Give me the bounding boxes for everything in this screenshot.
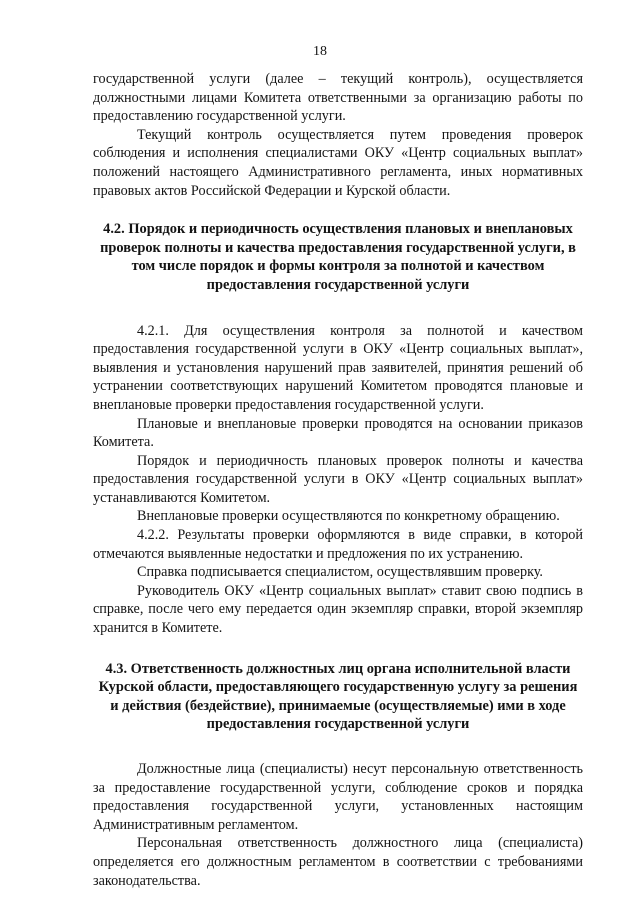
page-number: 18 — [313, 44, 327, 59]
section-heading-4-3: 4.3. Ответственность должностных лиц органа исполнительной власти Курской области, предоставляющего государственную услугу за решения и действия (бездействие), принимаемые (осуществляемые) ими в ходе предоставления государственной услуги — [98, 660, 578, 733]
paragraph: Порядок и периодичность плановых проверок полноты и качества предоставления государственной услуги в ОКУ «Центр социальных выплат» устанавливаются Комитетом. — [93, 452, 583, 506]
paragraph: Персональная ответственность должностного лица (специалиста) определяется его должностным регламентом в соответствии с требованиями законодательства. — [93, 835, 583, 889]
document-body — [93, 70, 583, 890]
paragraph: Плановые и внеплановые проверки проводятся на основании приказов Комитета. — [93, 415, 583, 451]
paragraph: Внеплановые проверки осуществляются по конкретному обращению. — [137, 508, 560, 525]
section-heading-4-2: 4.2. Порядок и периодичность осуществления плановых и внеплановых проверок полноты и качества предоставления государственной услуги, в том числе порядок и формы контроля за полнотой и качеством предоставления государственной услуги — [100, 221, 576, 293]
paragraph: Руководитель ОКУ «Центр социальных выплат» ставит свою подпись в справке, после чего ему передается один экземпляр справки, второй экземпляр хранится в Комитете. — [93, 582, 583, 637]
paragraph: 4.2.1. Для осуществления контроля за полнотой и качеством предоставления государственной услуги в ОКУ «Центр социальных выплат», выявления и установления нарушений прав заявителей, принятия решений об устранении соответствующих нарушений Комитетом проводятся плановые и внеплановые проверки предоставления государственной услуги. — [93, 322, 583, 413]
paragraph: Текущий контроль осуществляется путем проведения проверок соблюдения и исполнения специалистами ОКУ «Центр социальных выплат» положений настоящего Административного регламента, иных нормативных правовых актов Российской Федерации и Курской области. — [93, 126, 583, 199]
paragraph: Справка подписывается специалистом, осуществлявшим проверку. — [137, 564, 543, 581]
paragraph: Должностные лица (специалисты) несут персональную ответственность за предоставление государственной услуги, соблюдение сроков и порядка предоставления государственной услуги, установленных настоящим Административным регламентом. — [93, 761, 583, 833]
paragraph: 4.2.2. Результаты проверки оформляются в виде справки, в которой отмечаются выявленные недостатки и предложения по их устранению. — [93, 527, 583, 562]
paragraph: государственной услуги (далее – текущий контроль), осуществляется должностными лицами Комитета ответственными за организацию работы по предоставлению государственной услуги. — [93, 71, 583, 125]
